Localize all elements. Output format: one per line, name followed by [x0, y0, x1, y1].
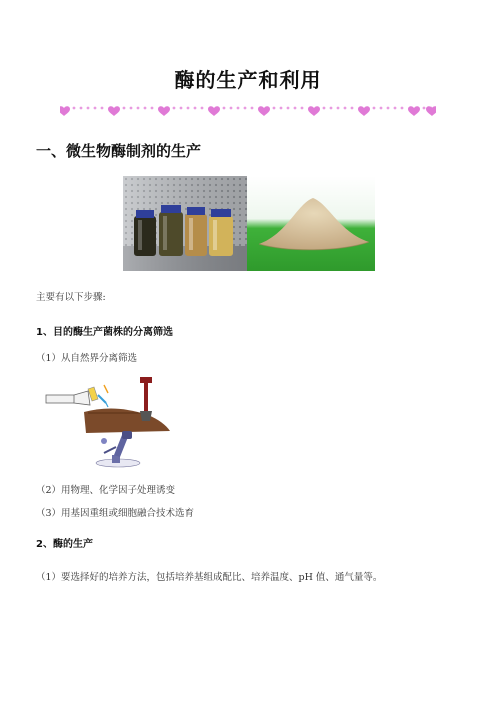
divider-dot-icon	[187, 107, 190, 110]
divider-heart-icon	[208, 106, 220, 116]
divider-dot-icon	[337, 107, 340, 110]
divider-dot-icon	[423, 107, 426, 110]
divider-dot-icon	[194, 107, 197, 110]
divider-dot-icon	[373, 107, 376, 110]
divider-heart-icon	[108, 106, 120, 116]
divider-dot-icon	[144, 107, 147, 110]
divider-dot-icon	[94, 107, 97, 110]
divider-dot-icon	[294, 107, 297, 110]
divider-dot-icon	[80, 107, 83, 110]
divider-dot-icon	[344, 107, 347, 110]
divider-dot-icon	[137, 107, 140, 110]
divider-heart-icon	[258, 106, 270, 116]
divider-dot-icon	[387, 107, 390, 110]
divider-dot-icon	[87, 107, 90, 110]
divider-dot-icon	[130, 107, 133, 110]
intro-text: 主要有以下步骤:	[36, 292, 106, 303]
step1-item-2: （2）用物理、化学因子处理诱变	[36, 485, 176, 496]
divider-dot-icon	[223, 107, 226, 110]
section-heading: 一、微生物酶制剂的生产	[36, 142, 202, 160]
step2-heading: 2、酶的生产	[36, 539, 93, 550]
decorative-divider	[60, 99, 436, 117]
powder-photo	[247, 176, 375, 271]
divider-dot-icon	[101, 107, 104, 110]
divider-dot-icon	[351, 107, 354, 110]
step2-item-1: （1）要选择好的培养方法，包括培养基组成配比、培养温度、pH 值、通气量等。	[36, 572, 383, 583]
enzyme-photos	[123, 176, 375, 271]
divider-dot-icon	[201, 107, 204, 110]
divider-dot-icon	[273, 107, 276, 110]
step1-heading: 1、目的酶生产菌株的分离筛选	[36, 327, 173, 338]
divider-dot-icon	[301, 107, 304, 110]
bottles-photo	[123, 176, 247, 271]
divider-heart-icon	[158, 106, 170, 116]
divider-dot-icon	[123, 107, 126, 110]
divider-dot-icon	[330, 107, 333, 110]
step1-item-1: （1）从自然界分离筛选	[36, 353, 138, 364]
screening-illustration	[44, 377, 176, 471]
divider-dot-icon	[173, 107, 176, 110]
divider-dot-icon	[180, 107, 183, 110]
divider-dot-icon	[280, 107, 283, 110]
divider-dot-icon	[430, 107, 433, 110]
divider-dot-icon	[244, 107, 247, 110]
divider-dot-icon	[251, 107, 254, 110]
divider-dot-icon	[151, 107, 154, 110]
divider-dot-icon	[287, 107, 290, 110]
divider-dot-icon	[380, 107, 383, 110]
divider-dot-icon	[73, 107, 76, 110]
divider-dot-icon	[394, 107, 397, 110]
divider-dot-icon	[401, 107, 404, 110]
page-title: 酶的生产和利用	[174, 68, 322, 92]
divider-dot-icon	[230, 107, 233, 110]
divider-dot-icon	[323, 107, 326, 110]
divider-heart-icon	[358, 106, 370, 116]
divider-heart-icon	[308, 106, 320, 116]
divider-dot-icon	[237, 107, 240, 110]
step1-item-3: （3）用基因重组或细胞融合技术选育	[36, 508, 195, 519]
divider-heart-icon	[60, 106, 70, 116]
divider-heart-icon	[408, 106, 420, 116]
